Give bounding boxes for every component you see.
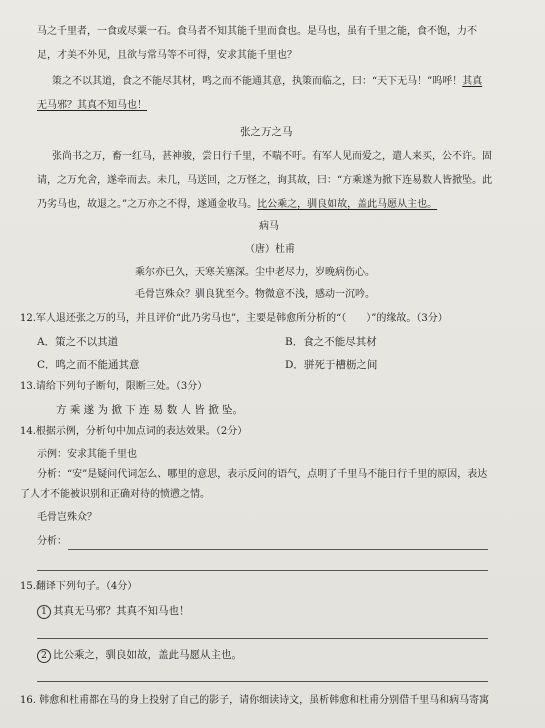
passage2-line2: 请，之万允舍，遂牵而去。未几，马送回，之万怪之，询其故，曰：“方乘遂为掀下连易数人皆掀坠。此: [37, 175, 493, 186]
question-15-stem: 15.翻译下列句子。（4分）: [20, 581, 138, 592]
question-13-stem: 13.请给下列句子断句，限断三处。（3分）: [20, 381, 208, 392]
passage2-line1: 张尚书之万，畜一红马，甚神骏，尝日行千里，不喘不吁。有军人见而爱之，遣人来买，公不许。固: [52, 151, 492, 162]
q15-item-2: [37, 649, 242, 663]
passage2-title: 张之万之马: [240, 126, 293, 138]
passage2-line3-underlined: 比公乘之，驯良如故，盖此马愿从主也。: [257, 199, 438, 210]
q12-option-d[interactable]: D．骈死于槽枥之间: [285, 359, 378, 371]
q14-answer-label: 分析：: [37, 536, 67, 547]
poem-line2: 毛骨岂殊众？驯良犹至今。物微意不浅，感动一沉吟。: [135, 289, 375, 300]
passage1-line2: 足，才美不外见，且欲与常马等不可得，安求其能千里也？: [37, 50, 297, 61]
passage1-line4: 无马邪？其真不知马也！: [37, 100, 147, 111]
passage2-line3-text: 乃劣马也，故退之。”之万亦之不得，遂通金收马。: [37, 199, 258, 210]
q15-item-1: [37, 605, 190, 619]
q12-option-b[interactable]: B．食之不能尽其材: [285, 336, 377, 348]
q14-answer-line-2[interactable]: [37, 570, 488, 571]
passage1-line3-text: 策之不以其道，食之不能尽其材，鸣之而不能通其意，执策而临之，曰：“天下无马！”呜呼！: [52, 76, 463, 87]
q14-sentence: 毛骨岂殊众？: [37, 512, 97, 523]
poem-author: （唐）杜甫: [245, 244, 295, 255]
q15-item-2-number: 2: [37, 649, 51, 663]
q15-answer-line-2[interactable]: [37, 681, 488, 682]
passage1-line1: 马之千里者，一食或尽粟一石。食马者不知其能千里而食也。是马也，虽有千里之能，食不饱，力不: [37, 26, 477, 37]
passage1-line3: [52, 77, 482, 87]
q12-option-c[interactable]: C．鸣之而不能通其意: [37, 359, 140, 371]
q13-sentence: 方 乘 遂 为 掀 下 连 易 数 人 皆 掀 坠。: [56, 404, 244, 416]
q14-answer-line-1[interactable]: [68, 549, 488, 550]
passage2-line3: [37, 200, 437, 210]
question-12-stem: 12.军人退还张之万的马，并且评价“此乃劣马也”，主要是韩愈所分析的“（ ）”的缘故。（3分）: [20, 313, 448, 324]
q15-item-1-number: 1: [37, 605, 51, 619]
question-16-stem: 16. 韩愈和杜甫都在马的身上投射了自己的影子，请你细读诗文，虽析韩愈和杜甫分别借千里马和病马寄寓: [20, 695, 490, 706]
q15-answer-line-1[interactable]: [37, 638, 488, 639]
poem-line1: 乘尔亦已久，天寒关塞深。尘中老尽力，岁晚病伤心。: [135, 267, 375, 278]
question-14-stem: 14.根据示例，分析句中加点词的表达效果。（2分）: [20, 426, 248, 437]
q15-item-1-text: 其真无马邪？其真不知马也！: [53, 605, 190, 617]
q14-analysis-line2: 了人才不能被识别和正确对待的愤懑之情。: [20, 489, 210, 500]
passage1-line3-underlined: 其真: [462, 76, 483, 87]
poem-title: 病马: [259, 221, 279, 232]
q14-analysis-line1: 分析：“安”是疑问代词怎么、哪里的意思，表示反问的语气，点明了千里马不能日行千里的原因，表达: [37, 469, 488, 480]
q15-item-2-text: 比公乘之，驯良如故，盖此马愿从主也。: [53, 649, 242, 661]
q14-example: 示例：安求其能千里也: [37, 449, 137, 460]
q12-option-a[interactable]: A．策之不以其道: [37, 336, 119, 348]
